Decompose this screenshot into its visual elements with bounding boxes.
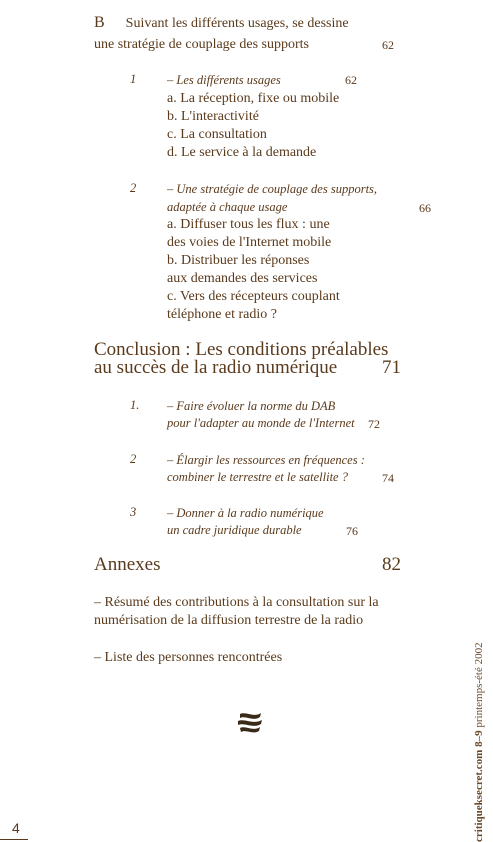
item1-sub-d: d. Le service à la demande [167, 145, 317, 160]
item2-sub-5: c. Vers des récepteurs couplant [167, 289, 340, 304]
item2-title-line2: adaptée à chaque usage [167, 200, 288, 214]
item2-sub-2: des voies de l'Internet mobile [167, 235, 332, 250]
c-item1-number: 1. [130, 398, 140, 412]
item1-sub-b: b. L'interactivité [167, 109, 259, 124]
conclusion-page: 71 [382, 357, 401, 378]
conclusion-title-line2: au succès de la radio numérique [94, 357, 338, 378]
sidebar-site: critiqueksecret.com [473, 749, 485, 842]
annexes-item2: – Liste des personnes rencontrées [94, 650, 283, 665]
annexes-page: 82 [382, 554, 401, 575]
c-item1-line2: pour l'adapter au monde de l'Internet [167, 416, 355, 430]
item1-sub-a: a. La réception, fixe ou mobile [167, 91, 340, 106]
item2-title-line1: – Une stratégie de couplage des supports, [167, 182, 378, 196]
annexes-title: Annexes [94, 554, 161, 575]
c-item2-line2: combiner le terrestre et le satellite ? [167, 470, 348, 484]
c-item2-number: 2 [130, 452, 137, 466]
section-b-page: 62 [382, 38, 394, 52]
c-item3-number: 3 [130, 505, 137, 519]
section-b-title-line2: une stratégie de couplage des supports [94, 37, 309, 52]
sidebar-season: printemps-été 2002 [473, 642, 485, 728]
c-item1-line1: – Faire évoluer la norme du DAB [167, 399, 336, 413]
c-item2-line1: – Élargir les ressources en fréquences : [167, 453, 365, 467]
conclusion-title-line1: Conclusion : Les conditions préalables [94, 339, 389, 360]
c-item2-page: 74 [382, 471, 394, 485]
item2-number: 2 [130, 181, 137, 195]
item1-title: – Les différents usages [167, 73, 281, 87]
c-item3-line1: – Donner à la radio numérique [167, 506, 324, 520]
waves-logo-icon [236, 711, 264, 735]
c-item3-page: 76 [346, 524, 358, 538]
item2-sub-6: téléphone et radio ? [167, 307, 278, 322]
item2-sub-4: aux demandes des services [167, 271, 318, 286]
annexes-item1-line2: numérisation de la diffusion terrestre de la radio [94, 613, 364, 628]
item2-sub-3: b. Distribuer les réponses [167, 253, 310, 268]
sidebar-vertical-text [473, 642, 485, 842]
sidebar-issue: 8–9 [473, 730, 485, 747]
annexes-item1-line1: – Résumé des contributions à la consultation sur la [94, 595, 379, 610]
item1-page: 62 [345, 73, 357, 87]
page-number-rule [0, 839, 28, 840]
item1-sub-c: c. La consultation [167, 127, 267, 142]
c-item3-line2: un cadre juridique durable [167, 523, 302, 537]
section-b-heading [94, 14, 349, 33]
c-item1-page: 72 [368, 417, 380, 431]
page-number: 4 [12, 820, 20, 836]
section-b-title-line1: Suivant les différents usages, se dessine [125, 16, 349, 31]
item2-sub-1: a. Diffuser tous les flux : une [167, 217, 330, 232]
item1-number: 1 [130, 72, 137, 86]
section-letter: B [94, 14, 105, 31]
item2-page: 66 [419, 201, 431, 215]
